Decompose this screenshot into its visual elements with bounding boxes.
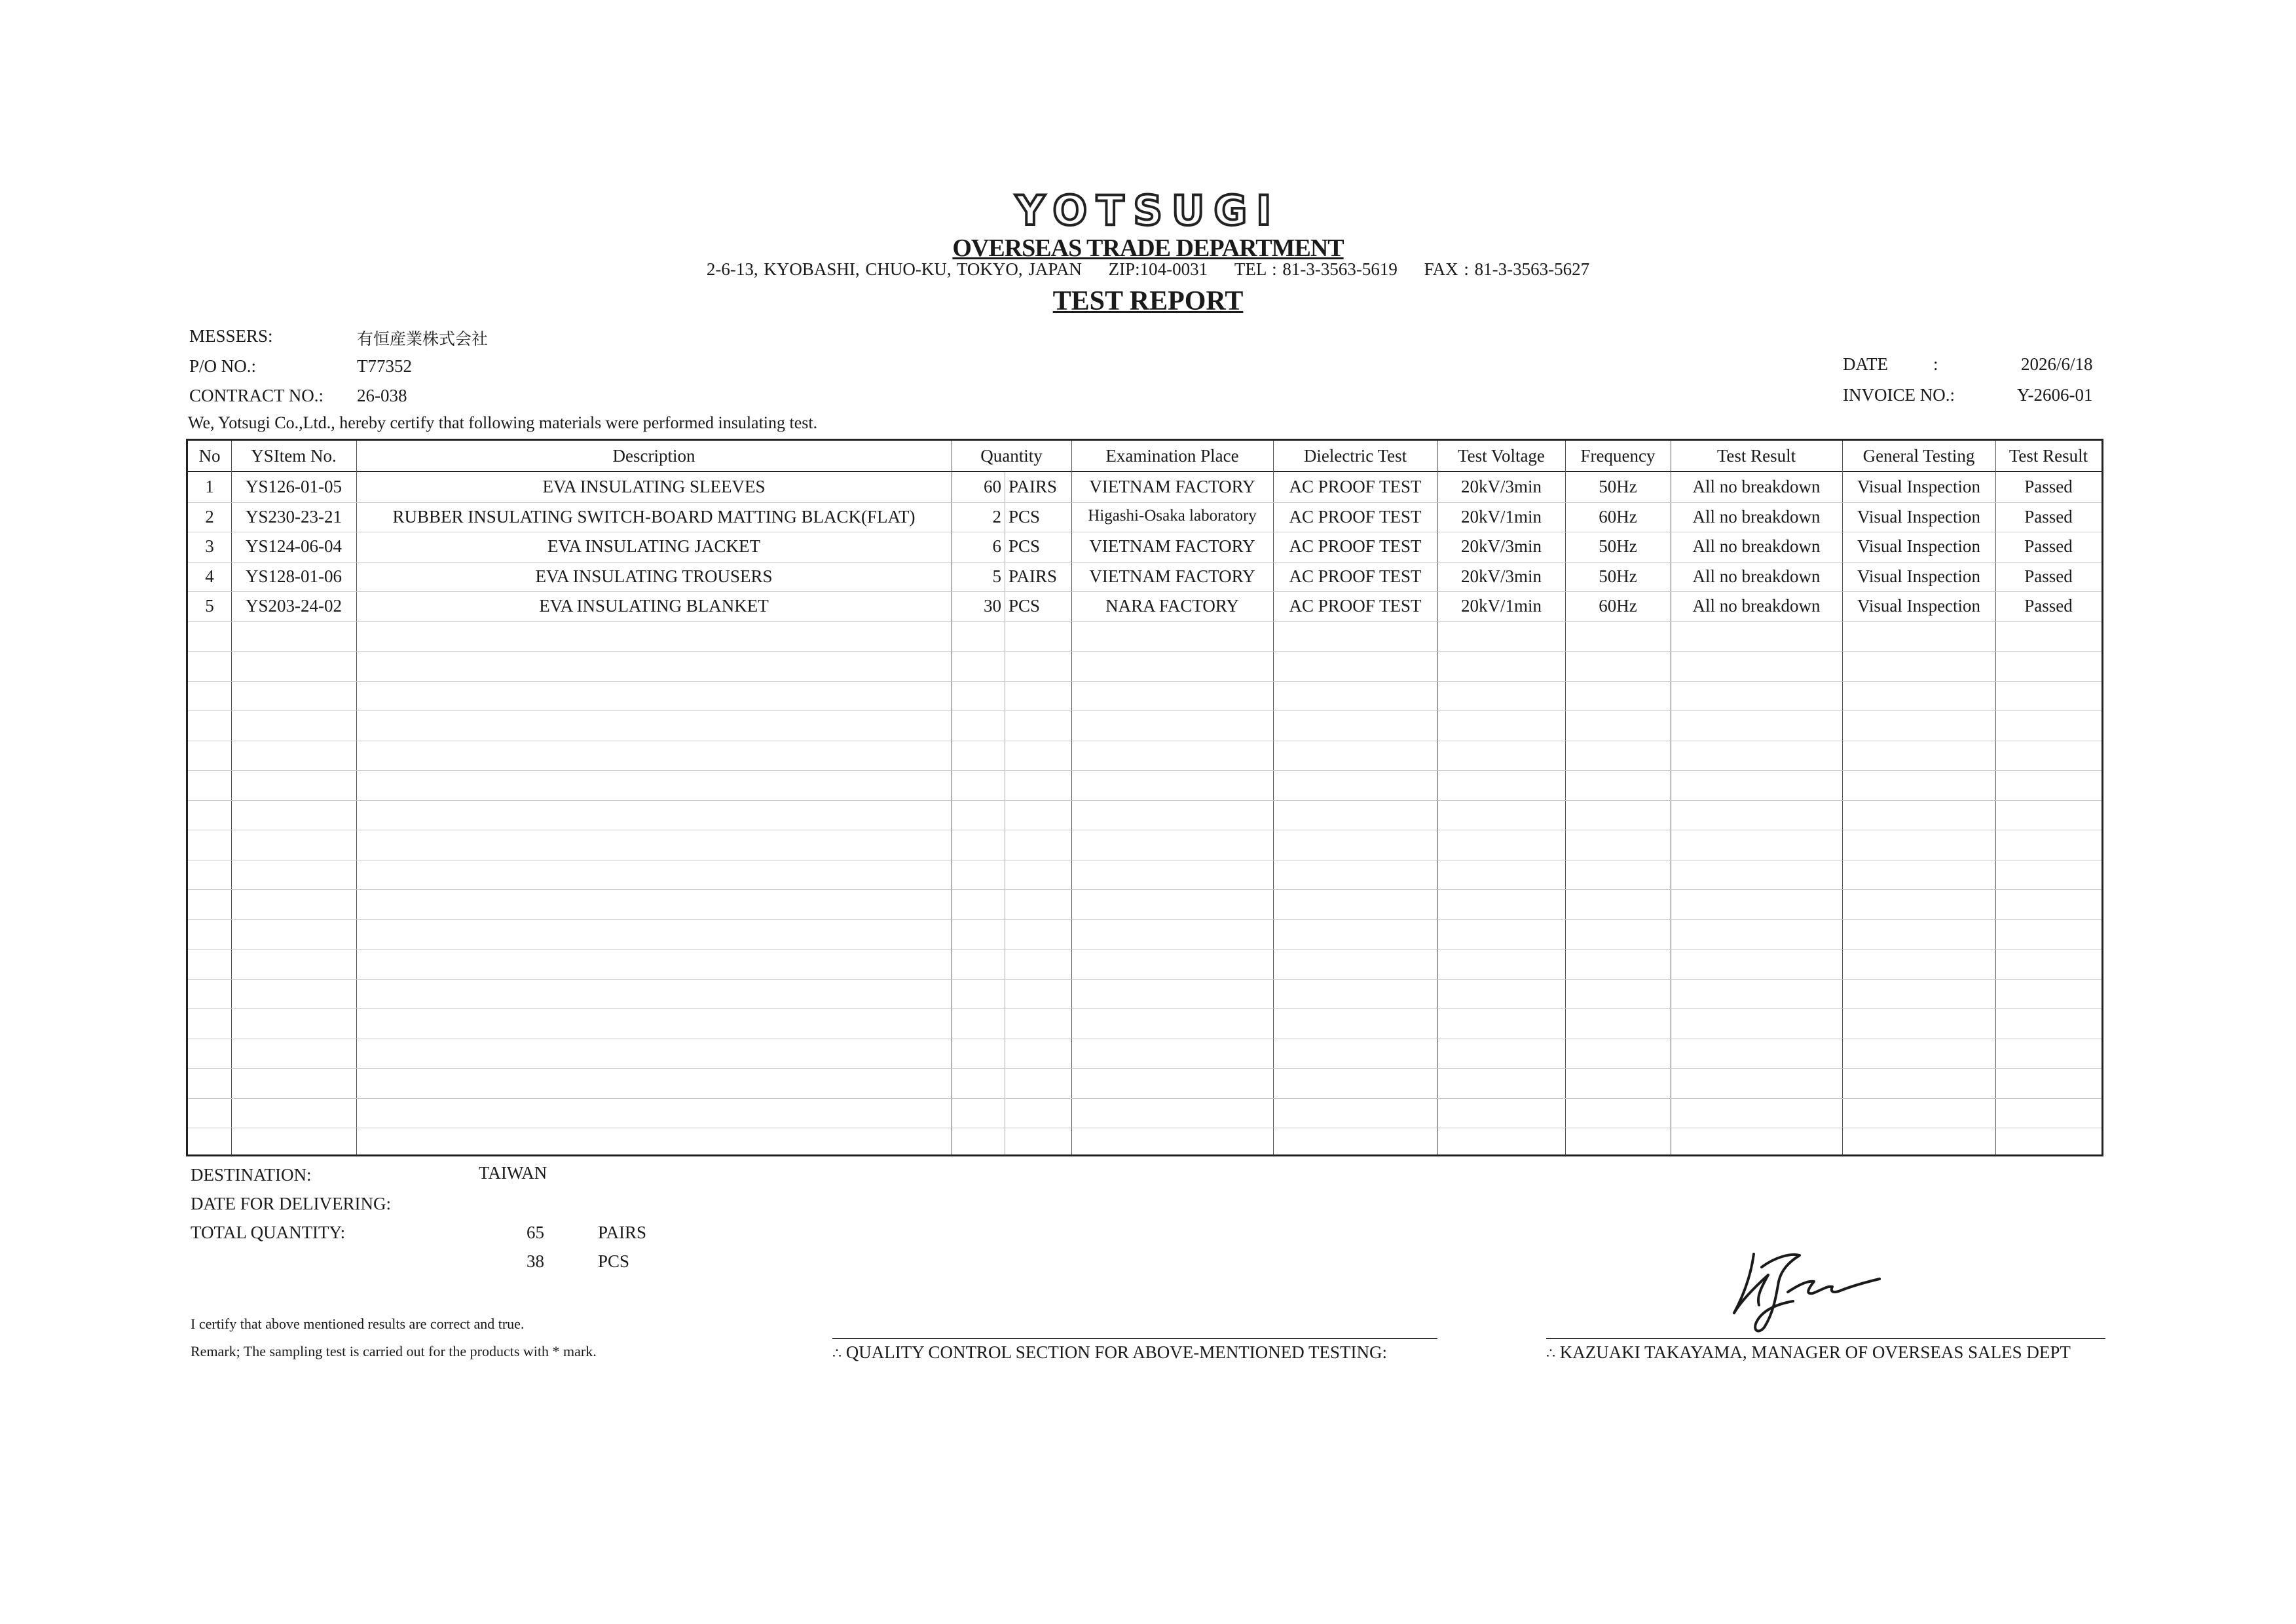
row-test-result: All no breakdown (1692, 536, 1821, 556)
dot-mark-icon: ∴ (1546, 1345, 1555, 1361)
row-item-no: YS230-23-21 (246, 507, 342, 526)
contract-value: 26-038 (357, 386, 407, 405)
row-unit: PAIRS (1009, 566, 1058, 586)
contract-label: CONTRACT NO.: (189, 386, 324, 405)
remark-note: Remark; The sampling test is carried out for the products with * mark. (191, 1343, 597, 1359)
row-examination-place: VIETNAM FACTORY (1089, 477, 1255, 496)
header-examination-place: Examination Place (1105, 446, 1239, 466)
header-item-no: YSItem No. (251, 446, 337, 466)
header-frequency: Frequency (1580, 446, 1656, 466)
row-test-result-2: Passed (2024, 507, 2073, 526)
row-description: EVA INSULATING JACKET (547, 536, 760, 556)
row-quantity: 2 (992, 507, 1001, 526)
header-test-result-2: Test Result (2009, 446, 2088, 466)
invoice-value: Y-2606-01 (2017, 385, 2093, 405)
row-examination-place: NARA FACTORY (1105, 596, 1239, 616)
row-no: 5 (205, 596, 214, 616)
row-description: EVA INSULATING TROUSERS (535, 566, 773, 586)
row-quantity: 60 (984, 477, 1001, 496)
row-general-testing: Visual Inspection (1857, 477, 1981, 496)
messers-label: MESSERS: (189, 326, 273, 346)
manager-name-title: KAZUAKI TAKAYAMA, MANAGER OF OVERSEAS SALES DEPT (1559, 1342, 2071, 1362)
row-general-testing: Visual Inspection (1857, 566, 1981, 586)
total-pcs-quantity: 38 (527, 1251, 544, 1271)
header-no: No (198, 446, 221, 466)
row-test-voltage: 20kV/1min (1460, 596, 1542, 616)
date-value: 2026/6/18 (2021, 354, 2093, 374)
row-unit: PCS (1009, 507, 1041, 526)
row-test-result-2: Passed (2024, 536, 2073, 556)
row-frequency: 60Hz (1599, 596, 1637, 616)
po-value: T77352 (357, 356, 412, 376)
row-no: 4 (205, 566, 214, 586)
total-pairs-quantity: 65 (527, 1223, 544, 1242)
header-description: Description (612, 446, 695, 466)
row-test-result: All no breakdown (1692, 507, 1821, 526)
row-item-no: YS128-01-06 (246, 566, 342, 586)
header-quantity: Quantity (980, 446, 1043, 466)
company-logo: YOTSUGI (1015, 187, 1281, 234)
row-item-no: YS124-06-04 (246, 536, 342, 556)
row-test-voltage: 20kV/3min (1460, 477, 1542, 496)
row-dielectric-test: AC PROOF TEST (1289, 507, 1422, 526)
row-test-result: All no breakdown (1692, 596, 1821, 616)
address: 2-6-13, KYOBASHI, CHUO-KU, TOKYO, JAPAN (706, 259, 1082, 279)
quality-control-section (832, 1342, 1387, 1363)
row-test-result: All no breakdown (1692, 566, 1821, 586)
row-unit: PCS (1009, 536, 1041, 556)
department-name: OVERSEAS TRADE DEPARTMENT (952, 234, 1344, 262)
row-examination-place: VIETNAM FACTORY (1089, 536, 1255, 556)
po-label: P/O NO.: (189, 356, 257, 376)
row-description: RUBBER INSULATING SWITCH-BOARD MATTING BLACK(FLAT) (392, 507, 916, 526)
row-description: EVA INSULATING SLEEVES (542, 477, 766, 496)
row-item-no: YS203-24-02 (246, 596, 342, 616)
quality-control-label: QUALITY CONTROL SECTION FOR ABOVE-MENTIONED TESTING: (845, 1342, 1387, 1362)
date-separator: : (1933, 354, 1938, 374)
row-test-voltage: 20kV/3min (1460, 566, 1542, 586)
total-quantity-label: TOTAL QUANTITY: (191, 1223, 346, 1242)
row-description: EVA INSULATING BLANKET (539, 596, 769, 616)
test-results-table (186, 439, 2103, 1156)
row-test-voltage: 20kV/1min (1460, 507, 1542, 526)
header-general-testing: General Testing (1862, 446, 1975, 466)
row-dielectric-test: AC PROOF TEST (1289, 596, 1422, 616)
certification-statement: We, Yotsugi Co.,Ltd., hereby certify that following materials were performed insulating test. (188, 413, 818, 432)
row-unit: PAIRS (1009, 477, 1058, 496)
document-title: TEST REPORT (1052, 286, 1244, 316)
row-general-testing: Visual Inspection (1857, 536, 1981, 556)
destination-label: DESTINATION: (191, 1165, 312, 1185)
row-quantity: 5 (992, 566, 1001, 586)
manager-section (1546, 1342, 2071, 1363)
row-dielectric-test: AC PROOF TEST (1289, 566, 1422, 586)
dot-mark-icon: ∴ (832, 1345, 842, 1361)
row-test-result-2: Passed (2024, 566, 2073, 586)
row-no: 1 (205, 477, 214, 496)
row-no: 3 (205, 536, 214, 556)
invoice-label: INVOICE NO.: (1843, 385, 1955, 405)
total-pairs-unit: PAIRS (598, 1223, 647, 1242)
row-unit: PCS (1009, 596, 1041, 616)
row-frequency: 50Hz (1599, 536, 1637, 556)
certification-note: I certify that above mentioned results are correct and true. (191, 1316, 525, 1332)
header-dielectric-test: Dielectric Test (1303, 446, 1407, 466)
row-quantity: 6 (992, 536, 1001, 556)
header-test-result: Test Result (1716, 446, 1796, 466)
messers-value: 有恒産業株式会社 (357, 329, 489, 348)
row-dielectric-test: AC PROOF TEST (1289, 477, 1422, 496)
destination-value: TAIWAN (479, 1163, 547, 1183)
date-label: DATE (1843, 354, 1888, 374)
total-pcs-unit: PCS (598, 1251, 630, 1271)
manager-signature (1716, 1241, 1899, 1339)
row-general-testing: Visual Inspection (1857, 507, 1981, 526)
row-examination-place: Higashi-Osaka laboratory (1088, 507, 1257, 525)
row-general-testing: Visual Inspection (1857, 596, 1981, 616)
fax: FAX : 81-3-3563-5627 (1424, 259, 1590, 279)
row-test-result: All no breakdown (1692, 477, 1821, 496)
company-address-line (0, 259, 2296, 280)
zip-code: ZIP:104-0031 (1108, 259, 1208, 279)
row-no: 2 (205, 507, 214, 526)
row-examination-place: VIETNAM FACTORY (1089, 566, 1255, 586)
row-test-result-2: Passed (2024, 596, 2073, 616)
row-frequency: 60Hz (1599, 507, 1637, 526)
telephone: TEL : 81-3-3563-5619 (1234, 259, 1398, 279)
row-frequency: 50Hz (1599, 566, 1637, 586)
row-dielectric-test: AC PROOF TEST (1289, 536, 1422, 556)
row-item-no: YS126-01-05 (246, 477, 342, 496)
delivery-date-label: DATE FOR DELIVERING: (191, 1194, 391, 1213)
row-test-voltage: 20kV/3min (1460, 536, 1542, 556)
row-test-result-2: Passed (2024, 477, 2073, 496)
row-frequency: 50Hz (1599, 477, 1637, 496)
row-quantity: 30 (984, 596, 1001, 616)
header-test-voltage: Test Voltage (1458, 446, 1545, 466)
